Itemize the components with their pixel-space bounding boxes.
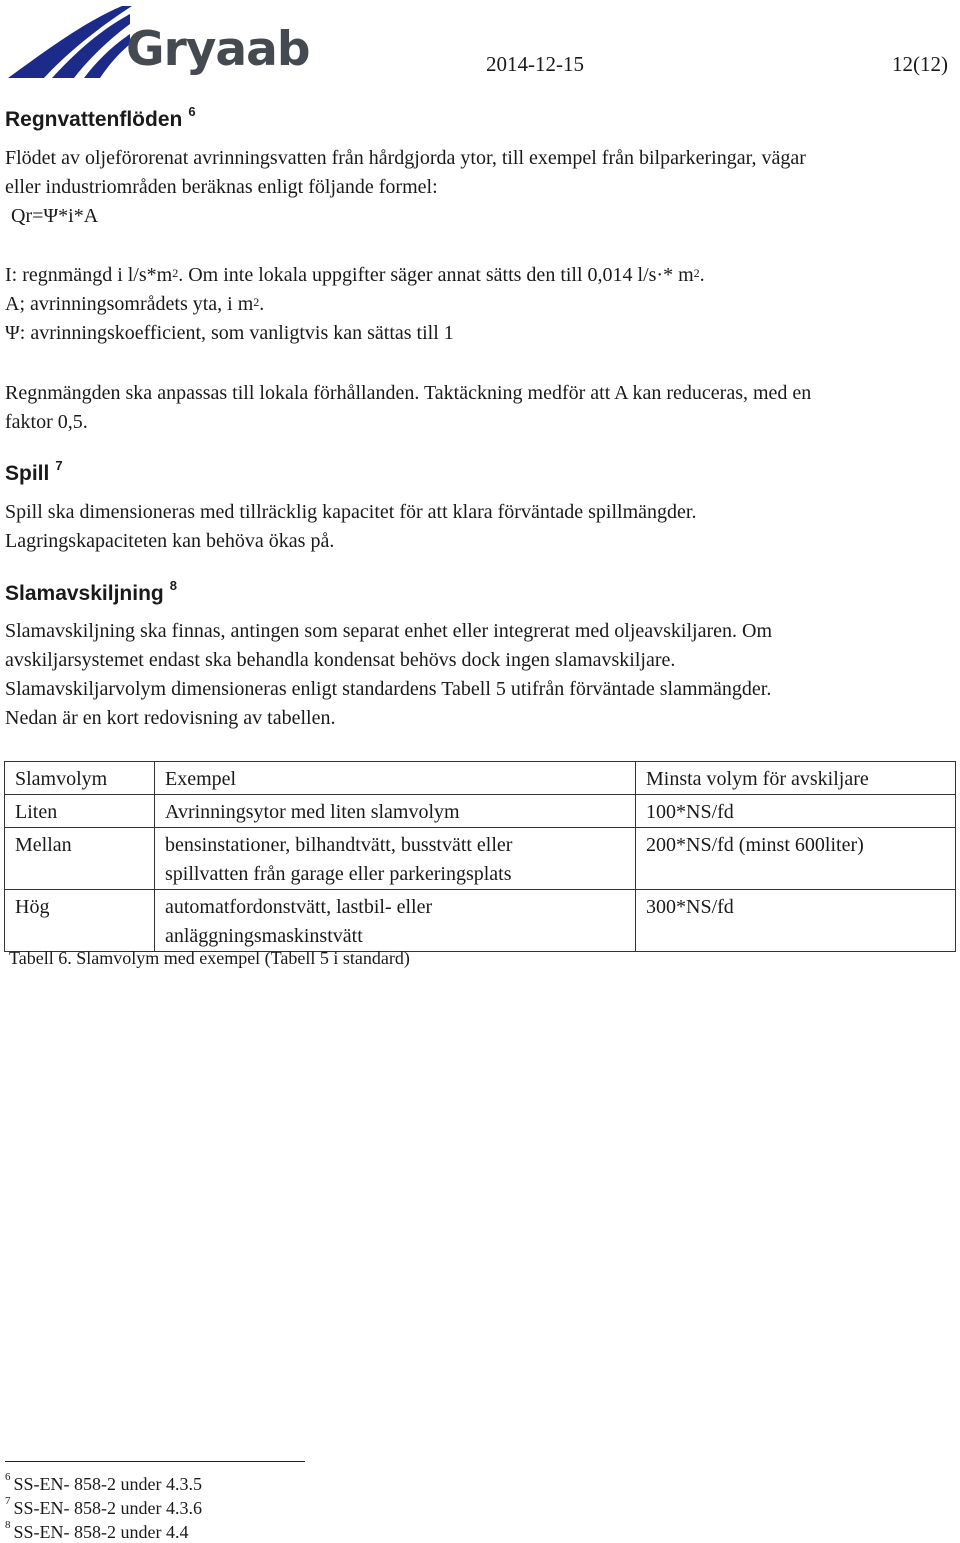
footnote-ref: 7 (55, 458, 63, 473)
paragraph: Slamavskiljning ska finnas, antingen som separat enhet eller integrerat med oljeavskiljaren. Om avskiljarsystemet endast ska behandla kondensat behövs dock ingen slamavskiljare. Slamavskiljarvolym dimensioneras enligt standardens Tabell 5 utifrån förväntade slammängder. Nedan är en kort redovisning av tabellen. (5, 620, 773, 729)
page-number: 12(12) (892, 52, 948, 76)
table-cell: Avrinningsytor med liten slamvolym (155, 795, 636, 828)
footnote: $^6$ SS-EN- 858-2 under 4.3.5 (5, 1471, 202, 1494)
table-header-cell: Slamvolym (5, 762, 155, 795)
table-cell: bensinstationer, bilhandtvätt, busstvätt eller spillvatten från garage eller parkeringsplats (155, 828, 636, 890)
definition-a: A; avrinningsområdets yta, i $m^2$. (5, 293, 265, 315)
definition-list (5, 261, 945, 348)
table-cell: Liten (5, 795, 155, 828)
logo-swoosh-icon (4, 2, 134, 82)
table-header-cell: Exempel (155, 762, 636, 795)
footnote-separator (5, 1461, 305, 1462)
definition-i: I: regnmängd i $l/s*m^2$. Om inte lokala uppgifter säger annat sätts den till 0,014 l/s·* $m^2$. (5, 264, 705, 286)
table-cell: Mellan (5, 828, 155, 890)
section-heading-regnvatten: Regnvattenflöden $^6$ (5, 104, 196, 131)
table-cell: 300*NS/fd (636, 890, 956, 952)
footnote: $^8$ SS-EN- 858-2 under 4.4 (5, 1519, 189, 1542)
document-date: 2014-12-15 (486, 52, 584, 76)
formula: Qr=Ψ*i*A (11, 205, 99, 227)
section-heading-spill: Spill $^7$ (5, 458, 63, 485)
footnote: $^7$ SS-EN- 858-2 under 4.3.6 (5, 1495, 202, 1518)
table-row (5, 890, 956, 952)
paragraph: Regnmängden ska anpassas till lokala förhållanden. Taktäckning medför att A kan reduceras, med en faktor 0,5. (5, 382, 812, 433)
slamvolym-table (4, 761, 956, 952)
table-cell: Hög (5, 890, 155, 952)
table-caption: Tabell 6. Slamvolym med exempel (Tabell 5 i standard) (9, 948, 410, 968)
footnote-ref: 8 (169, 578, 177, 593)
footnote-ref: 6 (188, 104, 196, 119)
definition-psi: Ψ: avrinningskoefficient, som vanligtvis kan sättas till 1 (5, 322, 454, 344)
table-row (5, 828, 956, 890)
table-row (5, 795, 956, 828)
paragraph: Spill ska dimensioneras med tillräcklig kapacitet för att klara förväntade spillmängder. Lagringskapaciteten kan behöva ökas på. (5, 501, 697, 552)
section-heading-slamavskiljning: Slamavskiljning $^8$ (5, 578, 177, 605)
table-cell: automatfordonstvätt, lastbil- eller anläggningsmaskinstvätt (155, 890, 636, 952)
gryaab-logo (4, 2, 310, 82)
table-header-row (5, 762, 956, 795)
table-header-cell: Minsta volym för avskiljare (636, 762, 956, 795)
table-cell: 100*NS/fd (636, 795, 956, 828)
logo-wordmark: Gryaab (126, 22, 310, 77)
paragraph: Flödet av oljeförorenat avrinningsvatten från hårdgjorda ytor, till exempel från bilparkeringar, vägar eller industriområden beräknas enligt följande formel: Qr=Ψ*i*A (5, 144, 945, 231)
table-cell: 200*NS/fd (minst 600liter) (636, 828, 956, 890)
